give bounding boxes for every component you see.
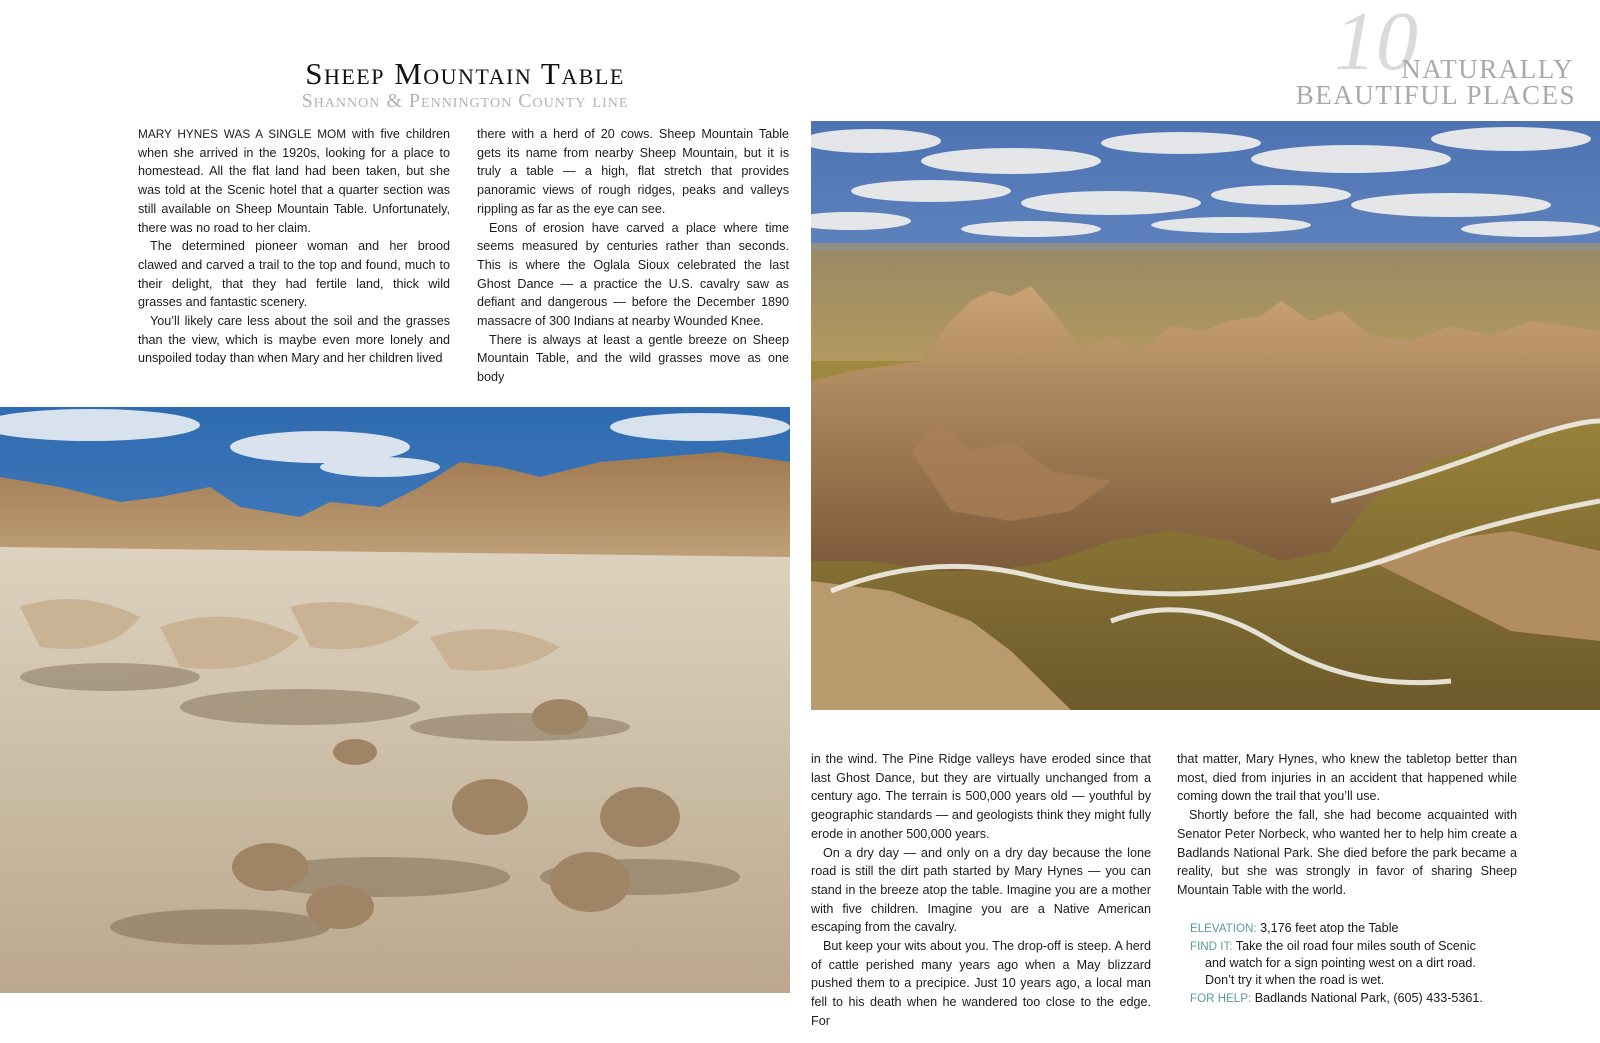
paragraph <box>138 125 450 237</box>
elevation-label: ELEVATION: <box>1190 922 1257 935</box>
series-title-line1: NATURALLY <box>1401 54 1574 84</box>
paragraph: But keep your wits about you. The drop-off is steep. A herd of cattle perished many years ago when a May blizzard pushed them to a precipice. Just 10 years ago, a local man fell to his death when he wandered too close to the edge. For <box>811 939 1151 1028</box>
article-title: Sheep Mountain Table <box>305 56 625 91</box>
paragraph: Eons of erosion have carved a place where time seems measured by centuries rather than seconds. This is where the Oglala Sioux celebrated the last Ghost Dance — a practice the U.S. cavalry saw as defiant and dangerous — before the December 1890 massacre of 300 Indians at nearby Wounded Knee. <box>477 220 789 329</box>
paragraph: You’ll likely care less about the soil and the grasses than the view, which is maybe even more lonely and unspoiled today than when Mary and her children lived <box>138 314 450 366</box>
find-it-continued: and watch for a sign pointing west on a dirt road. <box>1205 956 1476 970</box>
article-column-1 <box>138 125 450 368</box>
elevation-row <box>1190 920 1530 937</box>
help-label: FOR HELP: <box>1190 992 1252 1005</box>
find-it-value: Take the oil road four miles south of Scenic <box>1232 939 1476 953</box>
article-column-3 <box>811 750 1151 1031</box>
find-it-continued: Don’t try it when the road is wet. <box>1205 973 1385 987</box>
series-title-line2: BEAUTIFUL PLACES <box>1295 80 1576 110</box>
paragraph: in the wind. The Pine Ridge valleys have eroded since that last Ghost Dance, but they are virtually unchanged from a century ago. The terrain is 500,000 years old — youthful by geographic standards — and geologists think they might fully erode in another 500,000 years. <box>811 752 1151 841</box>
paragraph: The determined pioneer woman and her brood clawed and carved a trail to the top and found, much to their delight, that they had fertile land, thick wild grasses and fantastic scenery. <box>138 239 450 310</box>
visitor-info <box>1190 920 1530 1008</box>
elevation-value: 3,176 feet atop the Table <box>1256 921 1399 935</box>
paragraph: that matter, Mary Hynes, who knew the tabletop better than most, died from injuries in an accident that happened while coming down the trail that you’ll use. <box>1177 752 1517 804</box>
paragraph: On a dry day — and only on a dry day because the lone road is still the dirt path started by Mary Hynes — you can stand in the breeze atop the table. Imagine you are a mother with five children. Imagine you are a Native American escaping from the cavalry. <box>811 845 1151 935</box>
help-row <box>1190 990 1530 1007</box>
paragraph: There is always at least a gentle breeze on Sheep Mountain Table, and the wild grasses move as one body <box>477 332 789 385</box>
lead-in: MARY HYNES WAS A SINGLE MOM <box>138 127 347 141</box>
find-it-label: FIND IT: <box>1190 940 1233 953</box>
article-subtitle: Shannon & Pennington County line <box>301 90 629 112</box>
badlands-panorama-photo <box>811 121 1600 710</box>
help-value: Badlands National Park, (605) 433-5361. <box>1251 991 1483 1005</box>
hoodoo-field-photo <box>0 407 790 993</box>
find-it-row <box>1190 938 1530 989</box>
paragraph-text: with five children when she arrived in the 1920s, looking for a place to homestead. All the flat land had been taken, but she was told at the Scenic hotel that a quarter section was still available on Sheep Mountain Table. Unfortunately, there was no road to her claim. <box>138 127 450 235</box>
article-column-4 <box>1177 750 1517 900</box>
paragraph: there with a herd of 20 cows. Sheep Mountain Table gets its name from nearby Sheep Mountain, but it is truly a table — a high, flat stretch that provides panoramic views of rough ridges, peaks and valleys rippling as far as the eye can see. <box>477 127 789 216</box>
series-number: 10 <box>1334 0 1418 88</box>
article-column-2 <box>477 125 789 387</box>
paragraph: Shortly before the fall, she had become acquainted with Senator Peter Norbeck, who wanted her to help him create a Badlands National Park. She died before the park became a reality, but she was strongly in favor of sharing Sheep Mountain Table with the world. <box>1177 808 1517 897</box>
